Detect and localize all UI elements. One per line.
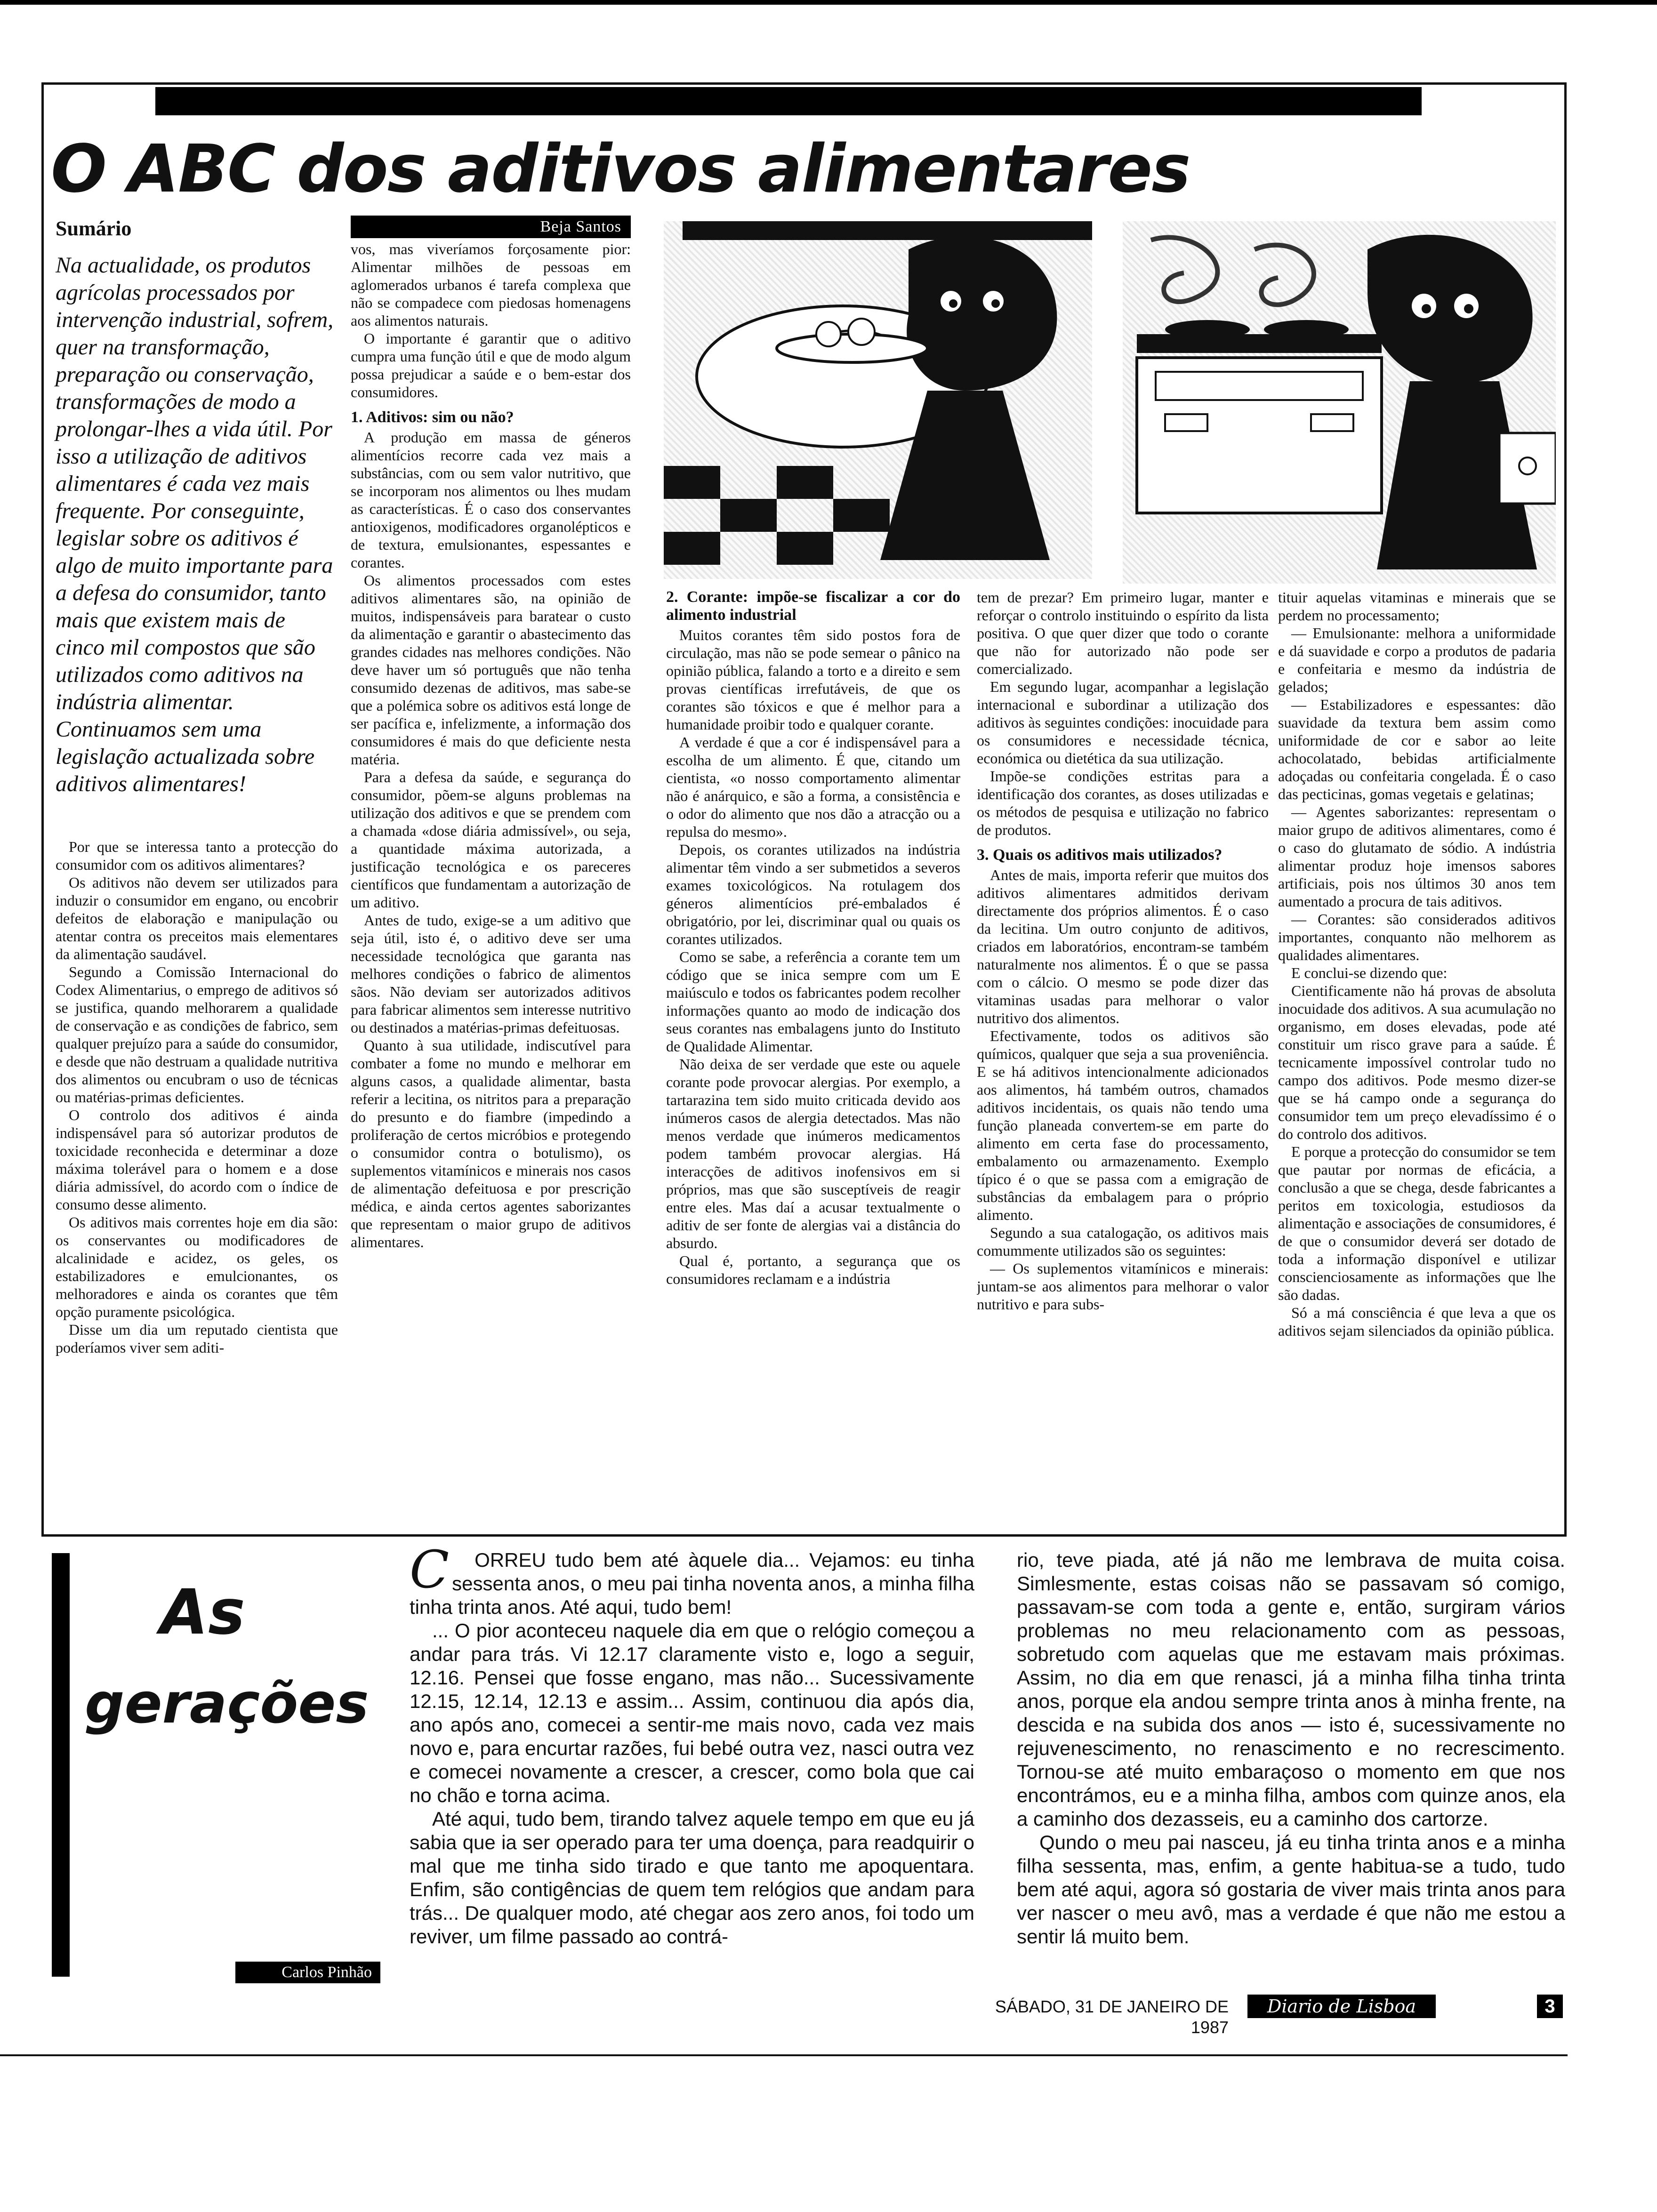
section-heading-3: 3. Quais os aditivos mais utilizados? (977, 846, 1223, 864)
paragraph: Qundo o meu pai nasceu, já eu tinha trinta anos e a minha filha sessenta, mas, enfim, a gente habitua-se a tudo, tudo bem até aqui, agora só gostaria de viver mais trinta anos para ver nascer o meu avô, mas a verdade é que não me estou a sentir lá muito bem. (1017, 1831, 1565, 1948)
illustration-cook-at-stove (1123, 221, 1556, 584)
paragraph: Os aditivos não devem ser utilizados para induzir o consumidor em engano, ou encobrir defeitos de elaboração e manipulação ou atentar contra os preceitos mais elementares da alimentação saudável. (56, 874, 338, 962)
paragraph: — Corantes: são considerados aditivos importantes, conquanto não melhorem as qualidades alimentares. (1278, 911, 1556, 963)
paragraph: Não deixa de ser verdade que este ou aquele corante pode provocar alergias. Por exemplo, a tartarazina tem sido muito criticada devido aos inúmeros casos de alergia detectados. Mas não menos verdade que inúmeros medicamentos podem também provocar alergias. Há interacções de aditivos inofensivos em si próprios, mas que são susceptíveis de reagir entre eles. Mas daí a acusar textualmente o aditiv de ser fonte de alergias vai a distância do absurdo. (666, 1056, 960, 1251)
paragraph: — Os suplementos vitamínicos e minerais: juntam-se aos alimentos para melhorar o valor nutritivo e para subs- (977, 1260, 1269, 1313)
paragraph: E porque a protecção do consumidor se tem que pautar por normas de eficácia, a conclusão a que se chega, desde fabricantes a peritos em toxicologia, estudiosos da alimentação e associações de consumidores, é de que o consumidor deverá ser dotado de toda a informação disponível e utilizar conscienciosamente as informações que lhe são dadas. (1278, 1143, 1556, 1303)
paragraph: Segundo a Comissão Internacional do Codex Alimentarius, o emprego de aditivos só se justifica, quando melhorarem a qualidade de conservação e as condições de fabrico, sem qualquer prejuízo para a saúde do consumidor, e desde que não destruam a qualidade nutritiva dos alimentos ou encubram o uso de técnicas ou matérias-primas deficientes. (56, 963, 338, 1106)
footer-page-number: 3 (1537, 1995, 1563, 2018)
paragraph: — Emulsionante: melhora a uniformidade e dá suavidade e corpo a produtos de padaria e confeitaria e mesmo da indústria de gelados; (1278, 625, 1556, 695)
paragraph (410, 1548, 974, 1619)
article-headline: O ABC dos aditivos alimentares (51, 131, 1190, 208)
paragraph: Antes de mais, importa referir que muitos dos aditivos alimentares admitidos derivam directamente dos próprios alimentos. É o caso da lecitina. Um outro conjunto de aditivos, criados em laboratórios, encontram-se também naturalmente nos alimentos. É o que se passa com o cálcio. O mesmo se pode dizer das vitaminas usadas para melhorar o valor nutritivo dos alimentos. (977, 866, 1269, 1026)
paragraph: tituir aquelas vitaminas e minerais que se perdem no processamento; (1278, 589, 1556, 624)
story-column-1 (410, 1548, 974, 1996)
paragraph: Os aditivos mais correntes hoje em dia são: os conservantes ou modificadores de alcalinidade e acidez, os geles, os estabilizadores e emulcionantes, os melhoradores e ainda os corantes que têm opção puramente psicológica. (56, 1214, 338, 1320)
paragraph: A produção em massa de géneros alimentícios recorre cada vez mais a substâncias, com ou sem valor nutritivo, que se incorporam nos alimentos ou lhes mudam as características. É o caso dos conservantes antioxigenos, modificadores organolépticos e de textura, emulsionantes, espessantes e corantes. (351, 429, 631, 571)
summary-label: Sumário (56, 217, 132, 240)
stove-drawing (1123, 221, 1556, 584)
paragraph: rio, teve piada, até já não me lembrava de muita coisa. Simlesmente, estas coisas não se passavam só comigo, passavam-se com toda a gente e, então, surgiram vários problemas no meu relacionamento com as pessoas, sobretudo com aquelas que me estavam mais próximas. Assim, no dia em que renasci, já a minha filha tinha trinta anos, porque ela andou sempre trinta anos à minha frente, na descida e na subida dos anos — isto é, sucessivamente no rejuvenescimento, no renascimento e no recrescimento. Tornou-se até muito embaraçoso o momento em que nos encontrámos, eu e a minha filha, ambos com quinze anos, ela a caminho dos dezasseis, eu a caminho dos cartorze. (1017, 1549, 1565, 1830)
illustration-cook-with-tray (664, 221, 1092, 579)
paragraph: Efectivamente, todos os aditivos são químicos, qualquer que seja a sua proveniência. E se há aditivos intencionalmente adicionados aos alimentos, há também outros, chamados aditivos incidentais, os quais não tendo uma função planeada convertem-se em parte do alimento em certa fase do processamento, embalamento ou armazenamento. Exemplo típico é o que se passa com a emigração de substâncias da embalagem para o próprio alimento. (977, 1027, 1269, 1223)
paragraph: Só a má consciência é que leva a que os aditivos sejam silenciados da opinião pública. (1278, 1304, 1556, 1339)
paragraph: — Agentes saborizantes: representam o maior grupo de aditivos alimentares, como é o caso do glutamato de sódio. A indústria alimentar produz hoje imensos sabores artificiais, pois nos últimos 30 anos tem aumentado a procura de tais aditivos. (1278, 803, 1556, 910)
paragraph-text: ORREU tudo bem até àquele dia... Vejamos: eu tinha sessenta anos, o meu pai tinha noventa anos, a minha filha tinha trinta anos. Até aqui, tudo bem! (410, 1549, 974, 1618)
paragraph: Antes de tudo, exige-se a um aditivo que seja útil, isto é, o aditivo deve ser uma necessidade tecnológica que garanta nas melhores condições o fabrico de alimentos sãos. Não deviam ser autorizados aditivos para fabricar alimentos sem interesse nutritivo ou destinados a matérias-primas defeituosas. (351, 912, 631, 1036)
paragraph: Qual é, portanto, a segurança que os consumidores reclamam e a indústria (666, 1252, 960, 1287)
paragraph: Quanto à sua utilidade, indiscutível para combater a fome no mundo e melhorar em alguns casos, a qualidade alimentar, basta referir a lecitina, os nitritos para a preparação do presunto e do fiambre (impedindo a proliferação de certos micróbios e protegendo o consumidor contra o botulismo), os suplementos vitamínicos e minerais nos casos de alimentação defeituosa e por prescrição médica, e ainda certos agentes saborizantes que representam o maior grupo de aditivos alimentares. (351, 1037, 631, 1250)
paragraph: Em segundo lugar, acompanhar a legislação internacional e subordinar a utilização dos aditivos às seguintes condições: inocuidade para os consumidores e necessidade técnica, económica ou dietética da sua utilização. (977, 678, 1269, 767)
paragraph: vos, mas viveríamos forçosamente pior: Alimentar milhões de pessoas em aglomerados urbanos é tarefa complexa que não se compadece com piedosas homenagens aos alimentos naturais. (351, 240, 631, 329)
paragraph: Segundo a sua catalogação, os aditivos mais comummente utilizados são os seguintes: (977, 1224, 1269, 1259)
story-title-line-1: As (160, 1576, 245, 1649)
paragraph: tem de prezar? Em primeiro lugar, manter e reforçar o controlo instituindo o espírito da lista positiva. O que quer dizer que todo o corante que não for autorizado não pode ser comercializado. (977, 589, 1269, 677)
story-column-2 (1017, 1548, 1565, 1996)
paragraph: Disse um dia um reputado cientista que poderíamos viver sem aditi- (56, 1321, 338, 1356)
footer-masthead: Diario de Lisboa (1247, 1995, 1436, 2018)
paragraph: — Estabilizadores e espessantes: dão suavidade da textura bem assim como uniformidade de cor e sabor ao leite achocolatado, bebidas artificialmente adoçadas ou confeitaria congelada. É o caso das pecticinas, gomas vegetais e gelatinas; (1278, 696, 1556, 802)
article-column-2 (351, 240, 631, 1504)
paragraph: A verdade é que a cor é indispensável para a escolha de um alimento. É que, citando um cientista, «o nosso comportamento alimentar não é anárquico, e são a forma, a consistência e o odor do alimento que nos dão a atracção ou a repulsa do mesmo». (666, 734, 960, 840)
paragraph: Impõe-se condições estritas para a identificação dos corantes, as doses utilizadas e os métodos de pesquisa e utilização no fabrico de produtos. (977, 768, 1269, 838)
paragraph: O importante é garantir que o aditivo cumpra uma função útil e que de modo algum possa prejudicar a saúde e o bem-estar dos consumidores. (351, 330, 631, 401)
footer-rule (0, 2054, 1568, 2056)
paragraph: Até aqui, tudo bem, tirando talvez aquele tempo em que eu já sabia que ia ser operado para ter uma doença, para readquirir o mal que me tinha sido tirado e que tanto me apoquentara. Enfim, são contigências de quem tem relógios que andam para trás... De qualquer modo, até chegar aos zero anos, foi todo um reviver, um filme passado ao contrá- (410, 1808, 974, 1948)
top-edge-rule (0, 0, 1657, 5)
section-heading-2: 2. Corante: impõe-se fiscalizar a cor do alimento industrial (666, 588, 960, 624)
paragraph: Como se sabe, a referência a corante tem um código que se inica sempre com um E maiúsculo e todos os fabricantes podem recolher informações quanto ao modo de indicação dos seus corantes nas embalagens junto do Instituto de Qualidade Alimentar. (666, 948, 960, 1055)
drop-cap: C (410, 1548, 450, 1600)
footer-date: SÁBADO, 31 DE JANEIRO DE 1987 (995, 1997, 1229, 2037)
story-byline: Carlos Pinhão (235, 1962, 380, 1983)
paragraph: Os alimentos processados com estes aditivos alimentares são, na opinião de muitos, indispensáveis para baratear o custo da alimentação e garantir o abastecimento das grandes cidades nas melhores condições. Não deve haver um só português que não tenha consumido dezenas de aditivos, mas sabe-se que a polémica sobre os aditivos está longe de ser pacífica e, infelizmente, a informação dos consumidores é mais do que deficiente nesta matéria. (351, 572, 631, 768)
paragraph: Cientificamente não há provas de absoluta inocuidade dos aditivos. A sua acumulação no organismo, em doses elevadas, pode até constituir um risco grave para a saúde. É tecnicamente impossível controlar tudo no campo dos aditivos. Pode mesmo dizer-se que se há campo onde a segurança do consumidor tem um preço elevadíssimo é o do controlo dos aditivos. (1278, 982, 1556, 1142)
story-side-bar (52, 1553, 70, 1977)
paragraph: ... O pior aconteceu naquele dia em que o relógio começou a andar para trás. Vi 12.17 claramente visto e, logo a seguir, 12.16. Pensei que fosse engano, mas não... Sucessivamente 12.15, 12.14, 12.13 e assim... Assim, continuou dia após dia, ano após ano, comecei a sentir-me mais novo, cada vez mais novo e, para encurtar razões, fui bebé outra vez, nasci outra vez e comecei novamente a crescer, a crescer, como bola que cai no chão e torna acima. (410, 1619, 974, 1806)
article-column-1 (56, 838, 338, 1494)
section-heading-1: 1. Aditivos: sim ou não? (351, 409, 514, 426)
paragraph: E conclui-se dizendo que: (1291, 964, 1448, 981)
paragraph: Por que se interessa tanto a protecção do consumidor com os aditivos alimentares? (56, 838, 338, 873)
header-black-bar (155, 87, 1422, 115)
paragraph: Muitos corantes têm sido postos fora de circulação, mas não se pode semear o pânico na opinião pública, falando a torto e a direito e sem provas científicas irrefutáveis, de que os corantes são tóxicos e que é melhor para a humanidade proibir todo e qualquer corante. (666, 626, 960, 733)
article-column-5 (1278, 588, 1556, 1504)
paragraph: Para a defesa da saúde, e segurança do consumidor, põem-se alguns problemas na utilização dos aditivos e que se prendem com a chamada «dose diária admissível», ou seja, a quantidade máxima autorizada, a justificação tecnológica e os pareceres científicos que fundamentam a autorização de um aditivo. (351, 769, 631, 911)
paragraph: Depois, os corantes utilizados na indústria alimentar têm vindo a ser submetidos a severos exames toxicológicos. Na rotulagem dos géneros alimentícios pré-embalados é obrigatório, por lei, discriminar qual ou quais os corantes utilizados. (666, 841, 960, 947)
story-title-line-2: gerações (85, 1671, 369, 1736)
article-column-4 (977, 588, 1269, 1504)
article-summary: Na actualidade, os produtos agrícolas processados por intervenção industrial, sofrem, quer na transformação, preparação ou conservação, transformações de modo a prolongar-lhes a vida útil. Por isso a utilização de aditivos alimentares é cada vez mais frequente. Por conseguinte, legislar sobre os aditivos é algo de muito importante para a defesa do consumidor, tanto mais que existem mais de cinco mil compostos que são utilizados como aditivos na indústria alimentar. Continuamos sem uma legislação actualizada sobre aditivos alimentares! (56, 253, 334, 796)
article-column-3 (666, 588, 960, 1504)
cook-drawing (664, 221, 1092, 579)
paragraph: O controlo dos aditivos é ainda indispensável para só autorizar produtos de toxicidade reconhecida e determinar a doze máxima tolerável para o homem e a dose diária admissível, do acordo com o índice de consumo desse alimento. (56, 1106, 338, 1213)
article-byline: Beja Santos (351, 216, 631, 238)
